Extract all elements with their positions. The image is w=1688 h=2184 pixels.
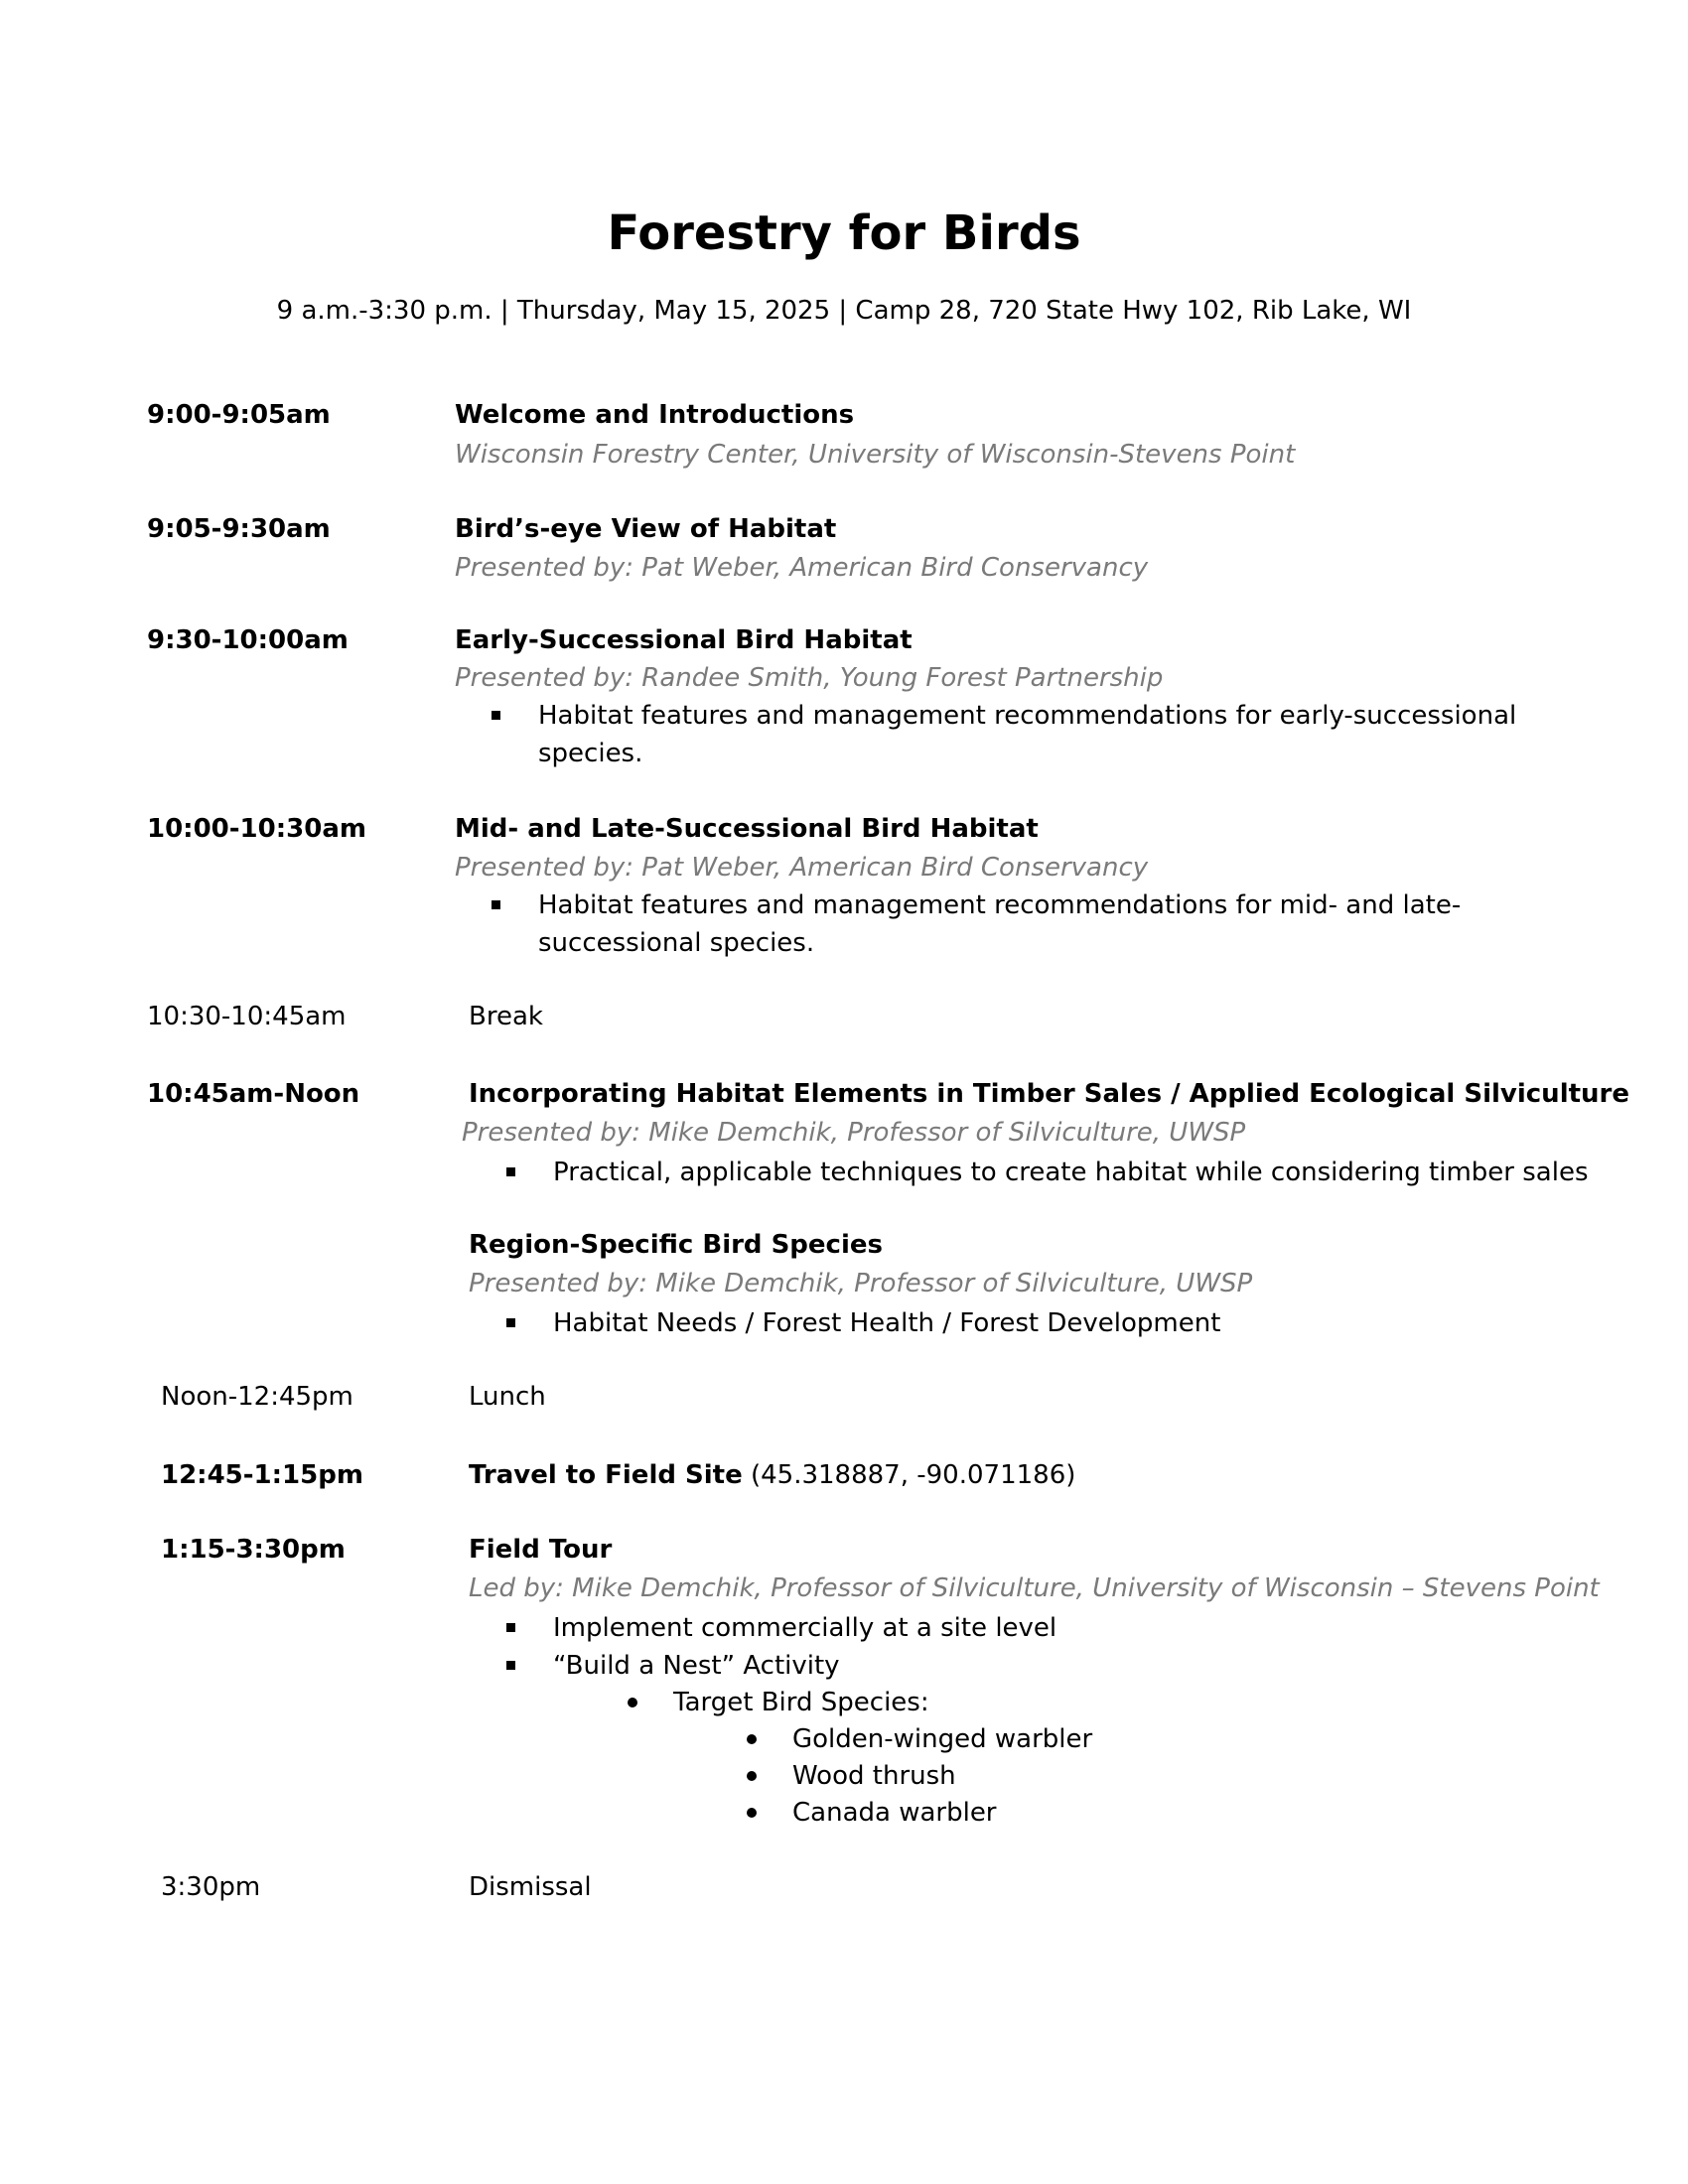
session-title: Early-Successional Bird Habitat	[455, 625, 913, 655]
list-item: Canada warbler	[747, 1794, 1342, 1834]
list-item: Habitat features and management recommendations for early-successional species.	[492, 697, 1534, 776]
session-time: 3:30pm	[161, 1872, 261, 1902]
session-presenter: Presented by: Randee Smith, Young Forest Partnership	[455, 663, 1164, 693]
session-title: Welcome and Introductions	[455, 400, 855, 430]
session-time: 10:30-10:45am	[147, 1002, 347, 1031]
list-item: Wood thrush	[747, 1757, 1342, 1797]
page-title: Forestry for Birds	[607, 205, 1081, 261]
session-presenter: Presented by: Pat Weber, American Bird Conservancy	[455, 853, 1149, 883]
list-item: Implement commercially at a site level	[506, 1609, 1400, 1649]
square-bullet-icon	[492, 900, 500, 909]
round-bullet-icon	[747, 1808, 757, 1818]
square-bullet-icon	[506, 1623, 515, 1632]
list-item: “Build a Nest” Activity	[506, 1647, 1400, 1687]
session-time: Noon-12:45pm	[161, 1382, 353, 1412]
session-title: Field Tour	[469, 1535, 613, 1565]
session-presenter: Led by: Mike Demchik, Professor of Silviculture, University of Wisconsin – Stevens Point	[469, 1573, 1600, 1603]
session-time: 12:45-1:15pm	[161, 1460, 363, 1490]
session-presenter: Presented by: Pat Weber, American Bird Conservancy	[455, 553, 1149, 583]
session-presenter: Presented by: Mike Demchik, Professor of Silviculture, UWSP	[462, 1118, 1246, 1148]
session-subtitle: Region-Specific Bird Species	[469, 1230, 883, 1260]
square-bullet-icon	[506, 1661, 515, 1670]
session-title	[469, 1457, 1075, 1493]
session-title: Lunch	[469, 1382, 546, 1412]
session-presenter: Presented by: Mike Demchik, Professor of Silviculture, UWSP	[469, 1269, 1253, 1298]
session-time: 9:05-9:30am	[147, 514, 331, 544]
session-title: Bird’s-eye View of Habitat	[455, 514, 837, 544]
event-details: 9 a.m.-3:30 p.m. | Thursday, May 15, 2025 | Camp 28, 720 State Hwy 102, Rib Lake, WI	[276, 296, 1412, 326]
session-title: Mid- and Late-Successional Bird Habitat	[455, 814, 1039, 844]
session-presenter: Wisconsin Forestry Center, University of Wisconsin-Stevens Point	[455, 440, 1296, 470]
round-bullet-icon	[747, 1771, 757, 1781]
square-bullet-icon	[506, 1167, 515, 1176]
list-item: Target Bird Species:	[628, 1684, 1323, 1723]
session-time: 9:00-9:05am	[147, 400, 331, 430]
session-title: Dismissal	[469, 1872, 592, 1902]
session-title: Break	[469, 1002, 543, 1031]
session-time: 9:30-10:00am	[147, 625, 349, 655]
list-item: Habitat features and management recommendations for mid- and late-successional species.	[492, 887, 1534, 966]
round-bullet-icon	[747, 1734, 757, 1744]
square-bullet-icon	[506, 1318, 515, 1327]
session-time: 10:00-10:30am	[147, 814, 366, 844]
round-bullet-icon	[628, 1698, 637, 1707]
list-item: Habitat Needs / Forest Health / Forest Development	[506, 1304, 1599, 1344]
session-time: 10:45am-Noon	[147, 1079, 360, 1109]
field-site-coordinates: (45.318887, -90.071186)	[742, 1460, 1076, 1490]
session-title-text: Travel to Field Site	[469, 1460, 743, 1490]
list-item: Golden-winged warbler	[747, 1720, 1342, 1760]
list-item: Practical, applicable techniques to create habitat while considering timber sales	[506, 1154, 1599, 1193]
session-title: Incorporating Habitat Elements in Timber Sales / Applied Ecological Silviculture	[469, 1079, 1629, 1109]
session-time: 1:15-3:30pm	[161, 1535, 346, 1565]
square-bullet-icon	[492, 711, 500, 720]
